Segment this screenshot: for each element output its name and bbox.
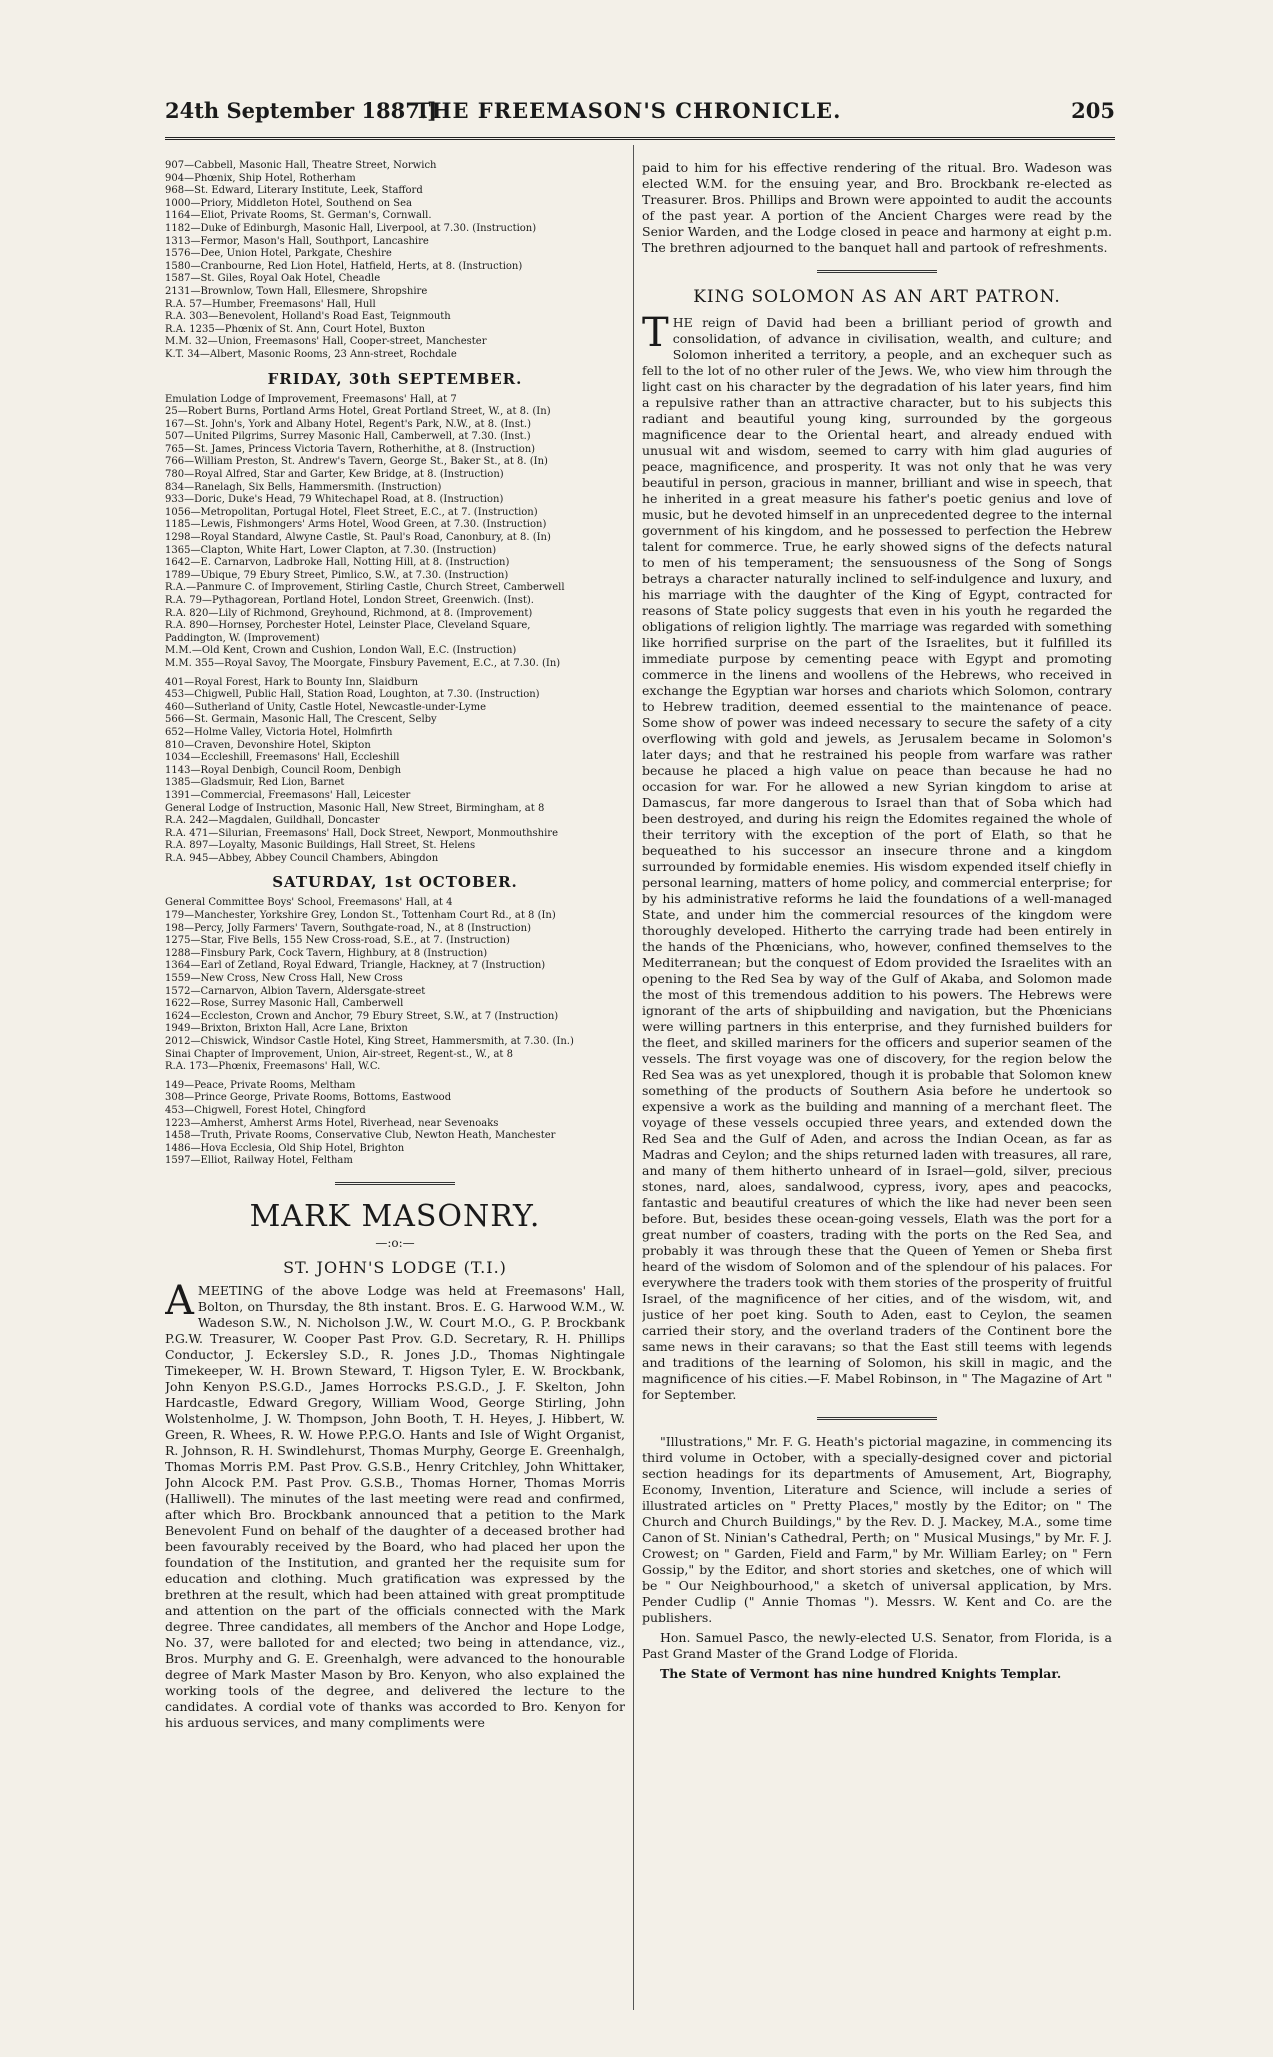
- lodge-entry: 2012—Chiswick, Windsor Castle Hotel, King Street, Hammersmith, at 7.30. (In.): [165, 1036, 574, 1047]
- lodge-entry: Sinai Chapter of Improvement, Union, Air-street, Regent-st., W., at 8: [165, 1048, 513, 1060]
- lodge-entry: R.A. 945—Abbey, Abbey Council Chambers, Abingdon: [165, 852, 439, 864]
- lodge-entry: 1223—Amherst, Amherst Arms Hotel, Riverhead, near Sevenoaks: [165, 1117, 499, 1129]
- lodge-entry: 198—Percy, Jolly Farmers' Tavern, Southgate-road, N., at 8 (Instruction): [165, 922, 532, 934]
- lodge-entry: R.A. 173—Phœnix, Freemasons' Hall, W.C.: [165, 1061, 381, 1073]
- lodge-entry: 1642—E. Carnarvon, Ladbroke Hall, Notting Hill, at 8. (Instruction): [165, 557, 510, 569]
- lodge-entry: 1288—Finsbury Park, Cock Tavern, Highbury, at 8 (Instruction): [165, 947, 488, 959]
- lodge-entry: 907—Cabbell, Masonic Hall, Theatre Street, Norwich: [165, 160, 437, 171]
- lodge-entry: 1624—Eccleston, Crown and Anchor, 79 Ebury Street, S.W., at 7 (Instruction): [165, 1010, 559, 1022]
- lodge-entry: M.M.—Old Kent, Crown and Cushion, London Wall, E.C. (Instruction): [165, 645, 517, 657]
- lodge-entry: 1000—Priory, Middleton Hotel, Southend on Sea: [165, 197, 412, 209]
- lodge-entry: R.A. 897—Loyalty, Masonic Buildings, Hall Street, St. Helens: [165, 840, 476, 852]
- lodge-entry: 1364—Earl of Zetland, Royal Edward, Triangle, Hackney, at 7 (Instruction): [165, 960, 546, 972]
- lodge-entry: 1365—Clapton, White Hart, Lower Clapton, at 7.30. (Instruction): [165, 544, 497, 556]
- lodge-entry: 1597—Elliot, Railway Hotel, Feltham: [165, 1155, 353, 1167]
- article-body-text: HE reign of David had been a brilliant period of growth and consolidation, of advance in civilisation, wealth, and culture; and Solomon inherited a territory, a people, and an exchequer such as fell to the lot of no other ruler of the Jews. We, who view him through the light cast on his character by the degradation of his later years, find him a repulsive rather than an attractive character, but to his subjects this radiant and beautiful young king, surrounded by the gorgeous magnificence dear to the Oriental heart, and already endued with unusual wit and wisdom, seemed to carry with him glad auguries of peace, magnificence, and prosperity. It was not only that he was very beautiful in person, gracious in manner, brilliant and wise in speech, that he inherited in a great measure his father's poetic genius and love of music, but he devoted himself in an unprecedented degree to the internal government of his kingdom, and he possessed to perfection the Hebrew talent for commerce. True, he early showed signs of the defects natural to men of his temperament; the sensuousness of the Song of Songs betrays a character naturally inclined to self-indulgence and luxury, and his marriage with the daughter of the King of Egypt, contracted for reasons of State policy suggests that even in his youth he regarded the obligations of religion lightly. The marriage was regarded with something like horrified surprise on the part of the Israelites, but it fulfilled its immediate purpose by cementing peace with Egypt and promoting commerce in the linens and woollens of the Hebrews, who received in exchange the Egyptian war horses and chariots which Solomon, contrary to Hebrew tradition, deemed essential to the maintenance of peace. Some show of power was indeed necessary to secure the safety of a city overflowing with gold and jewels, as Jerusalem became in Solomon's later days; and that he restrained his people from warfare was rather because he placed a high value on peace than because he had no occasion for war. For he allowed a new Syrian kingdom to arise at Damascus, far more dangerous to Israel than that of Soba which had been destroyed, and during his reign the Edomites regained the whole of their territory with the exception of the port of Elath, so that he bequeathed to his successor an insecure throne and a kingdom surrounded by formidable enemies. His wisdom expended itself chiefly in personal learning, matters of home policy, and commercial enterprise; for by his administrative reforms he laid the foundations of a well-managed State, and under him the commercial resources of the kingdom were thoroughly developed. Hitherto the carrying trade had been entirely in the hands of the Phœnicians, who, however, confined themselves to the Mediterranean; but the conquest of Edom provided the Israelites with an opening to the Red Sea by way of the Gulf of Akaba, and Solomon made the most of this tremendous addition to his powers. The Hebrews were ignorant of the arts of shipbuilding and navigation, but the Phœnicians were willing partners in this enterprise, and they furnished builders for the fleet, and skilled mariners for the officers and superior seamen of the vessels. The first voyage was one of discovery, for the region below the Red Sea was as yet unexplored, though it is probable that Solomon knew something of the products of Southern Asia before he undertook so expensive a work as the building and manning of a merchant fleet. The voyage of these vessels occupied three years, and extended down the Red Sea and the Gulf of Aden, and across the Indian Ocean, as far as Madras and Ceylon; and the ships returned laden with treasures, all rare, and many of them hitherto unheard of in Israel—gold, silver, precious stones, nard, aloes, sandalwood, cypress, ivory, apes and peacocks, fantastic and beautiful creatures of which the like had never been seen before. But, besides these ocean-going vessels, Elath was the port for a great number of coasters, trading with the ports on the Red Sea, and probably it was through these that the Queen of Yemen or Sheba first heard of the wisdom of Solomon and of the splendour of his palaces. For everywhere the traders took with them stories of the prosperity of fruitful Israel, of the magnificence of her cities, and of the wisdom, wit, and justice of her poet king. South to Aden, east to Ceylon, the seamen carried their story, and the overland traders of the Continent bore the same news in their caravans; so that the East still teems with legends and traditions of the learning of Solomon, his skill in magic, and the magnificence of his cities.—F. Mabel Robinson, in " The Magazine of Art " for September.: [642, 315, 1112, 1402]
- lodge-entry: 1056—Metropolitan, Portugal Hotel, Fleet Street, E.C., at 7. (Instruction): [165, 506, 538, 518]
- lodge-entry: 1572—Carnarvon, Albion Tavern, Aldersgate-street: [165, 985, 426, 997]
- header-rule: [165, 137, 1115, 140]
- left-column: [165, 160, 625, 2020]
- lodge-entry: 460—Sutherland of Unity, Castle Hotel, Newcastle-under-Lyme: [165, 701, 486, 713]
- article-title: KING SOLOMON AS AN ART PATRON.: [693, 287, 1061, 307]
- drop-cap: A: [165, 1277, 194, 1324]
- drop-cap: T: [642, 310, 669, 356]
- lodge-entry: Paddington, W. (Improvement): [165, 632, 320, 644]
- lodge-entry: 1275—Star, Five Bells, 155 New Cross-road, S.E., at 7. (Instruction): [165, 935, 510, 947]
- lodge-entry: 1789—Ubique, 79 Ebury Street, Pimlico, S.W., at 7.30. (Instruction): [165, 569, 509, 581]
- lodge-entry: R.A. 471—Silurian, Freemasons' Hall, Dock Street, Newport, Monmouthshire: [165, 827, 559, 839]
- lodge-entry: 453—Chigwell, Forest Hotel, Chingford: [165, 1104, 366, 1116]
- lodge-entry: 167—St. John's, York and Albany Hotel, Regent's Park, N.W., at 8. (Inst.): [165, 418, 531, 430]
- lodge-list-saturday-provincial: [165, 1080, 625, 1168]
- lodge-entry: 1313—Fermor, Mason's Hall, Southport, Lancashire: [165, 235, 429, 247]
- vermont-text: The State of Vermont has nine hundred Knights Templar.: [660, 1666, 1062, 1681]
- lodge-entry: 1622—Rose, Surrey Masonic Hall, Camberwell: [165, 998, 404, 1010]
- lodge-report-text: MEETING of the above Lodge was held at Freemasons' Hall, Bolton, on Thursday, the 8th instant. Bros. E. G. Harwood W.M., W. Wadeson S.W., N. Nicholson J.W., W. Court M.O., G. P. Brockbank P.G.W. Treasurer, W. Cooper Past Prov. G.D. Secretary, R. H. Phillips Conductor, J. Eckersley S.D., R. Jones J.D., Thomas Nightingale Timekeeper, W. H. Brown Steward, T. Higson Tyler, E. W. Brockbank, John Kenyon P.S.G.D., James Horrocks P.S.G.D., J. F. Skelton, John Hardcastle, Edward Gregory, William Wood, George Stirling, John Wolstenholme, J. W. Thompson, John Booth, T. H. Heyes, J. Hibbert, W. Green, R. Whees, R. W. Howe P.P.G.O. Hants and Isle of Wight Organist, R. Johnson, R. H. Swindlehurst, Thomas Murphy, George E. Greenhalgh, Thomas Morris P.M. Past Prov. G.S.B., Henry Critchley, John Whittaker, John Alcock P.M. Past Prov. G.S.B., Thomas Horner, Thomas Morris (Halliwell). The minutes of the last meeting were read and confirmed, after which Bro. Brockbank announced that a petition to the Mark Benevolent Fund on behalf of the daughter of a deceased brother had been favourably received by the Board, who had placed her upon the foundation of the Institution, and granted her the requisite sum for education and clothing. Much gratification was expressed by the brethren at the result, which had been attained with great promptitude and attention on the part of the officials connected with the Mark degree. Three candidates, all members of the Anchor and Hope Lodge, No. 37, were balloted for and elected; two being in attendance, viz., Bros. Murphy and G. E. Greenhalgh, were advanced to the honourable degree of Mark Master Mason by Bro. Kenyon, who also explained the working tools of the degree, and delivered the lecture to the candidates. A cordial vote of thanks was accorded to Bro. Kenyon for his arduous services, and many compliments were: [165, 1282, 625, 1730]
- lodge-entry: 453—Chigwell, Public Hall, Station Road, Loughton, at 7.30. (Instruction): [165, 689, 540, 701]
- issue-date: 24th September 1887.]: [165, 98, 438, 123]
- lodge-entry: 1182—Duke of Edinburgh, Masonic Hall, Liverpool, at 7.30. (Instruction): [165, 222, 537, 234]
- lodge-entry: 765—St. James, Princess Victoria Tavern, Rotherhithe, at 8. (Instruction): [165, 443, 536, 455]
- section-divider: [817, 270, 937, 273]
- title-ornament: —:o:—: [375, 1235, 415, 1250]
- column-divider: [633, 145, 634, 2010]
- lodge-report: [165, 1277, 625, 1731]
- lodge-entry: M.M. 355—Royal Savoy, The Moorgate, Finsbury Pavement, E.C., at 7.30. (In): [165, 657, 561, 669]
- lodge-entry: 1391—Commercial, Freemasons' Hall, Leicester: [165, 789, 411, 801]
- page-header: [165, 98, 1115, 132]
- lodge-entry: 1143—Royal Denbigh, Council Room, Denbigh: [165, 764, 402, 776]
- lodge-entry: General Committee Boys' School, Freemasons' Hall, at 4: [165, 897, 453, 909]
- lodge-entry: 1385—Gladsmuir, Red Lion, Barnet: [165, 777, 345, 789]
- lodge-entry: 904—Phœnix, Ship Hotel, Rotherham: [165, 172, 356, 184]
- article-body: [642, 310, 1112, 1403]
- lodge-entry: 507—United Pilgrims, Surrey Masonic Hall, Camberwell, at 7.30. (Inst.): [165, 431, 531, 443]
- lodge-entry: 566—St. Germain, Masonic Hall, The Crescent, Selby: [165, 714, 437, 726]
- lodge-entry: 1949—Brixton, Brixton Hall, Acre Lane, Brixton: [165, 1023, 408, 1035]
- lodge-entry: 1185—Lewis, Fishmongers' Arms Hotel, Wood Green, at 7.30. (Instruction): [165, 519, 547, 531]
- lodge-entry: 834—Ranelagh, Six Bells, Hammersmith. (Instruction): [165, 481, 442, 493]
- lodge-entry: 1559—New Cross, New Cross Hall, New Cross: [165, 973, 403, 985]
- lodge-entry: R.A. 79—Pythagorean, Portland Hotel, London Street, Greenwich. (Inst).: [165, 595, 534, 606]
- lodge-entry: 1486—Hova Ecclesia, Old Ship Hotel, Brighton: [165, 1142, 405, 1154]
- lodge-entry: M.M. 32—Union, Freemasons' Hall, Cooper-street, Manchester: [165, 336, 487, 348]
- lodge-entry: Emulation Lodge of Improvement, Freemasons' Hall, at 7: [165, 393, 457, 405]
- pasco-notice: Hon. Samuel Pasco, the newly-elected U.S. Senator, from Florida, is a Past Grand Master of the Grand Lodge of Florida.: [642, 1630, 1112, 1661]
- lodge-entry: 2131—Brownlow, Town Hall, Ellesmere, Shropshire: [165, 285, 428, 297]
- lodge-entry: 1298—Royal Standard, Alwyne Castle, St. Paul's Road, Canonbury, at 8. (In): [165, 532, 551, 544]
- lodge-entry: 25—Robert Burns, Portland Arms Hotel, Great Portland Street, W., at 8. (In): [165, 406, 551, 418]
- section-divider: [335, 1182, 455, 1185]
- lodge-entry: 766—William Preston, St. Andrew's Tavern, George St., Baker St., at 8. (In): [165, 456, 548, 468]
- lodge-entry: 1576—Dee, Union Hotel, Parkgate, Cheshire: [165, 248, 392, 260]
- publication-title: THE FREEMASON'S CHRONICLE.: [415, 98, 842, 123]
- lodge-entry: 933—Doric, Duke's Head, 79 Whitechapel Road, at 8. (Instruction): [165, 494, 504, 506]
- lodge-entry: R.A.—Panmure C. of Improvement, Stirling Castle, Church Street, Camberwell: [165, 582, 565, 594]
- lodge-entry: 308—Prince George, Private Rooms, Bottoms, Eastwood: [165, 1092, 452, 1104]
- lodge-entry: R.A. 1235—Phœnix of St. Ann, Court Hotel, Buxton: [165, 323, 426, 335]
- lodge-entry: R.A. 303—Benevolent, Holland's Road East, Teignmouth: [165, 311, 451, 323]
- right-column: [642, 160, 1112, 2020]
- lodge-list-friday: [165, 394, 625, 671]
- lodge-entry: 1580—Cranbourne, Red Lion Hotel, Hatfield, Herts, at 8. (Instruction): [165, 260, 523, 272]
- lodge-entry: 1034—Eccleshill, Freemasons' Hall, Eccleshill: [165, 752, 400, 764]
- lodge-entry: 1587—St. Giles, Royal Oak Hotel, Cheadle: [165, 273, 381, 285]
- lodge-list-friday-provincial: [165, 677, 625, 866]
- mark-masonry-title: MARK MASONRY.: [249, 1198, 541, 1234]
- page-number: 205: [1071, 98, 1115, 123]
- lodge-list-saturday: [165, 897, 625, 1073]
- lodge-entry: R.A. 242—Magdalen, Guildhall, Doncaster: [165, 815, 380, 827]
- vermont-notice: [642, 1666, 1112, 1682]
- lodge-entry: General Lodge of Instruction, Masonic Hall, New Street, Birmingham, at 8: [165, 802, 545, 814]
- friday-heading: FRIDAY, 30th SEPTEMBER.: [267, 369, 523, 388]
- lodge-entry: R.A. 890—Hornsey, Porchester Hotel, Leinster Place, Cleveland Square,: [165, 620, 531, 632]
- lodge-report-continued: paid to him for his effective rendering of the ritual. Bro. Wadeson was elected W.M. for the ensuing year, and Bro. Brockbank re-elected as Treasurer. Bros. Phillips and Brown were appointed to audit the accounts of the past year. A portion of the Ancient Charges were read by the Senior Warden, and the Lodge closed in peace and harmony at eight p.m. The brethren adjourned to the banquet hall and partook of refreshments.: [642, 160, 1112, 255]
- illustrations-notice: "Illustrations," Mr. F. G. Heath's pictorial magazine, in commencing its third volume in October, with a specially-designed cover and pictorial section headings for its departments of Amusement, Art, Biography, Economy, Invention, Literature and Science, will include a series of illustrated articles on " Pretty Places," mostly by the Editor; on " The Church and Church Buildings," by the Rev. D. J. Mackey, M.A., some time Canon of St. Ninian's Cathedral, Perth; on " Musical Musings," by Mr. F. J. Crowest; on " Garden, Field and Farm," by Mr. William Earley; on " Fern Gossip," by the Editor, and short stories and sketches, one of which will be " Our Neighbourhood," a sketch of universal application, by Mrs. Pender Cudlip (" Annie Thomas "). Messrs. W. Kent and Co. are the publishers.: [642, 1434, 1112, 1625]
- lodge-entry: 1164—Eliot, Private Rooms, St. German's, Cornwall.: [165, 210, 432, 222]
- lodge-entry: K.T. 34—Albert, Masonic Rooms, 23 Ann-street, Rochdale: [165, 348, 457, 360]
- lodge-entry: 810—Craven, Devonshire Hotel, Skipton: [165, 739, 371, 751]
- section-divider: [817, 1417, 937, 1420]
- lodge-entry: R.A. 57—Humber, Freemasons' Hall, Hull: [165, 298, 376, 310]
- saturday-heading: SATURDAY, 1st OCTOBER.: [272, 873, 518, 892]
- lodge-entry: 1458—Truth, Private Rooms, Conservative Club, Newton Heath, Manchester: [165, 1130, 556, 1142]
- lodge-entry: 401—Royal Forest, Hark to Bounty Inn, Slaidburn: [165, 676, 419, 688]
- lodge-entry: 179—Manchester, Yorkshire Grey, London St., Tottenham Court Rd., at 8 (In): [165, 910, 556, 922]
- lodge-title: ST. JOHN'S LODGE (T.I.): [283, 1257, 507, 1277]
- lodge-entry: 149—Peace, Private Rooms, Meltham: [165, 1079, 356, 1091]
- lodge-entry: 652—Holme Valley, Victoria Hotel, Holmfirth: [165, 726, 393, 738]
- lodge-entry: R.A. 820—Lily of Richmond, Greyhound, Richmond, at 8. (Improvement): [165, 607, 533, 619]
- lodge-entry: 780—Royal Alfred, Star and Garter, Kew Bridge, at 8. (Instruction): [165, 469, 504, 481]
- lodge-entry: 968—St. Edward, Literary Institute, Leek, Stafford: [165, 185, 423, 197]
- lodge-list-thursday: [165, 160, 625, 362]
